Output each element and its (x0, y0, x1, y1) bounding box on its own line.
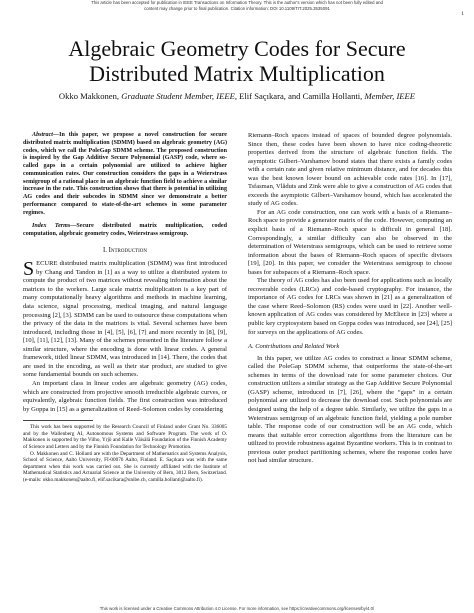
right-paragraph-1: Riemann–Roch spaces instead of spaces of bounded degree polynomials. Since then, these codes have been shown to have nice coding-theoretic properties derived from the structure of algebraic function fields. The asymptotic Gilbert–Varshamov bound states that there exists a family codes with a certain rate and given relative minimum distance, and for decades this was the best known lower bound on achievable code rates [16]. In [17], Tsfasman, Vlăduts and Zink were able to give a construction of AG codes that exceeds the asymptotic Gilbert–Varshamov bound, which has accelerated the study of AG codes. (248, 132, 452, 208)
author-affiliation-1: Graduate Student Member, IEEE, (121, 91, 237, 101)
journal-banner-line2: content may change prior to final publication. Citation information: DOI 10.1109/TIT.2025.3535091 (144, 6, 330, 11)
footnote-funding: This work has been supported by the Research Council of Finland under Grant No. 336005 and by the Wallenberg AI, Autonomous Systems and Software Program. The work of O. Makkonen is supported by the Vilho, Yrjö and Kalle Väisälä Foundation of the Finnish Academy of Science and Letters and by the Finnish Foundation for Technology Promotion. (23, 424, 227, 450)
index-terms (23, 223, 227, 239)
abstract (23, 132, 227, 217)
journal-banner (0, 0, 474, 12)
author-line (20, 91, 454, 101)
author-name-1: Okko Makkonen, (58, 91, 120, 101)
abstract-text: —In this paper, we propose a novel construction for secure distributed matrix multiplication (SDMM) based on algebraic geometry (AG) codes, which we call the PoleGap SDMM scheme. The proposed construction is inspired by the Gap Additive Secure Polynomial (GASP) code, where so-called gaps in a certain polynomial are utilized to achieve higher communication rates. Our construction considers the gaps in a Weierstrass semigroup of a rational place in an algebraic function field to achieve a similar increase in the rate. This construction shows that there is potential in utilizing AG codes and their subcodes in SDMM since we demonstrate a better performance compared to state-of-the-art schemes in some parameter regimes. (23, 132, 227, 216)
journal-banner-line1: This article has been accepted for publication in IEEE Transactions on Information Theory. This is the author's version which has not been fully edited and (91, 0, 383, 5)
section-heading-introduction: I. Introduction (102, 246, 148, 254)
license-footer: This work is licensed under a Creative Commons Attribution 4.0 License. For more information, see https://creativecommons.org/licenses/by/4.0/ (99, 606, 375, 611)
intro-paragraph-1-text: ECURE distributed matrix multiplication (SDMM) was first introduced by Chang and Tandon in [1] as a way to utilize a distributed system to compute the product of two matrices without revealing information about the matrices to the workers. Large scale matrix multiplication is a key part of many computationally heavy algorithms and methods in machine learning, data science, signal processing, medical imaging, and natural language processing [2], [3]. SDMM can be used to outsource these computations when the privacy of the data in the matrices is vital. Several schemes have been introduced, including those in [4], [5], [6], [7] and more recently in [8], [9], [10], [11], [12], [13]. Many of the schemes presented in the literature follow a similar structure, where the encoding is done with linear codes. A general framework, titled linear SDMM, was introduced in [14]. There, the codes that are used in the encoding, as well as their star product, are studied to give some fundamental bounds on such schemes. (23, 260, 227, 379)
right-paragraph-3: The theory of AG codes has also been used for applications such as locally recoverable codes (LRCs) and code-based cryptography. For instance, the importance of AG codes for LRCs was shown in [21] as a generalization of the case where Reed–Solomon (RS) codes were used in [22]. Another well-known application of AG codes was considered by McEliece in [23] where a public key cryptosystem based on Goppa codes was introduced, see [24], [25] for surveys on the applications of AG codes. (248, 277, 452, 336)
index-terms-label: Index Terms (32, 223, 71, 230)
right-column (248, 132, 452, 466)
abstract-label: Abstract (32, 132, 53, 138)
footnote-affiliations: O. Makkonen and C. Hollanti are with the Department of Mathematics and Systems Analysis, School of Science, Aalto University, FI-00076 Aalto, Finland. E. Saçıkara was with the same department when this work was carried out. She is currently affiliated with the Institute of Mathematical Statistics and Actuarial Science at the University of Bern, 3012 Bern, Switzerland. (e-mails: okko.makkonen@aalto.fi, elif.sacikara@unibe.ch, camilla.hollanti@aalto.fi). (23, 450, 227, 483)
drop-cap: S (23, 258, 35, 281)
right-paragraph-4: In this paper, we utilize AG codes to construct a linear SDMM scheme, called the PoleGap SDMM scheme, that outperforms the state-of-the-art schemes in terms of the download rate for some parameter choices. Our construction utilizes a similar strategy as the Gap Additive Secure Polynomial (GASP) scheme, introduced in [7], [26], where the “gaps” in a certain polynomial are utilized to decrease the download cost. Such polynomials are designed using the help of a degree table. Similarly, we utilize the gaps in a Weierstrass semigroup of an algebraic function field, yielding a pole number table. The response code of our construction will be an AG code, which means that suitable error correction algorithms from the literature can be utilized to provide robustness against Byzantine workers. This is in contrast to previous outer product partitioning schemes, where the response codes have not had similar structure. (248, 354, 452, 465)
intro-paragraph-1 (23, 260, 227, 380)
page-number: 1 (461, 11, 464, 17)
footnote-rule (23, 420, 93, 421)
paper-title: Algebraic Geometry Codes for Secure Distributed Matrix Multiplication (68, 36, 406, 86)
right-paragraph-2: For an AG code construction, one can work with a basis of a Riemann–Roch space to provide a generator matrix of the code. However, computing an explicit basis of a Riemann–Roch space is difficult in general [18]. Correspondingly, a similar difficulty can also be observed in the determination of Weierstrass semigroups, which can be used to retrieve some information about the bases of Riemann–Roch spaces of specific divisors [19], [20]. In this paper, we consider the Weierstrass semigroup to choose bases for subspaces of a Riemann–Roch space. (248, 208, 452, 276)
index-terms-text: —Secure distributed matrix multiplication, coded computation, algebraic geometry codes, Weierstrass semigroup. (23, 223, 227, 237)
author-affiliation-2: Member, IEEE (364, 91, 416, 101)
subsection-heading-contributions: A. Contributions and Related Work (248, 343, 340, 351)
author-name-2: Elif Saçıkara, and Camilla Hollanti, (239, 91, 363, 101)
left-column (23, 132, 227, 483)
intro-paragraph-2: An important class in linear codes are algebraic geometry (AG) codes, which are constructed from projective smooth irreducible algebraic curves, or equivalently, algebraic function fields. The first construction was introduced by Goppa in [15] as a generalization of Reed–Solomon codes by considering (23, 379, 227, 413)
